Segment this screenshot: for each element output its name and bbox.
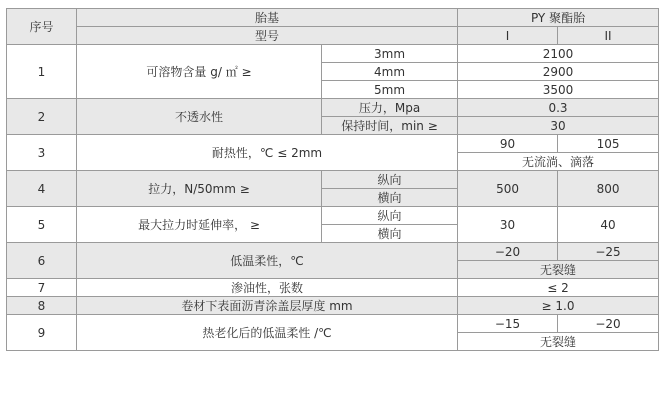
table-row [7, 279, 659, 297]
row-item: 低温柔性，℃ [77, 243, 458, 279]
row-item: 可溶物含量 g/ ㎡ ≥ [77, 45, 322, 99]
row-condition: 压力，Mpa [322, 99, 458, 117]
row-value-2: 800 [558, 171, 659, 207]
row-number: 9 [7, 315, 77, 351]
row-value-2: 40 [558, 207, 659, 243]
row-number: 2 [7, 99, 77, 135]
model-header: 型号 [77, 27, 458, 45]
row-value: ≤ 2 [458, 279, 659, 297]
row-value-1: 500 [458, 171, 558, 207]
row-note: 无裂缝 [458, 333, 659, 351]
row-value-1: −15 [458, 315, 558, 333]
row-value-1: 90 [458, 135, 558, 153]
row-number: 5 [7, 207, 77, 243]
table-row [7, 207, 659, 225]
table-row [7, 45, 659, 63]
base-header: 胎基 [77, 9, 458, 27]
seq-header: 序号 [7, 9, 77, 45]
row-condition: 横向 [322, 189, 458, 207]
row-item: 热老化后的低温柔性 /℃ [77, 315, 458, 351]
row-number: 8 [7, 297, 77, 315]
row-value: 3500 [458, 81, 659, 99]
table-row [7, 297, 659, 315]
spec-table [6, 8, 659, 351]
row-value-1: −20 [458, 243, 558, 261]
table-row [7, 171, 659, 189]
row-value-2: 105 [558, 135, 659, 153]
row-value: ≥ 1.0 [458, 297, 659, 315]
row-item: 拉力，N/50mm ≥ [77, 171, 322, 207]
row-note: 无裂缝 [458, 261, 659, 279]
row-condition: 5mm [322, 81, 458, 99]
model-1: I [458, 27, 558, 45]
row-number: 1 [7, 45, 77, 99]
table-row [7, 135, 659, 153]
row-value-2: −25 [558, 243, 659, 261]
row-number: 7 [7, 279, 77, 297]
row-item: 不透水性 [77, 99, 322, 135]
row-value: 30 [458, 117, 659, 135]
row-item: 最大拉力时延伸率， ≥ [77, 207, 322, 243]
model-row [7, 27, 659, 45]
row-condition: 3mm [322, 45, 458, 63]
row-note: 无流淌、滴落 [458, 153, 659, 171]
row-value: 2100 [458, 45, 659, 63]
base-value: PY 聚酯胎 [458, 9, 659, 27]
row-value-2: −20 [558, 315, 659, 333]
model-2: II [558, 27, 659, 45]
row-item: 渗油性，张数 [77, 279, 458, 297]
row-condition: 纵向 [322, 171, 458, 189]
row-condition: 纵向 [322, 207, 458, 225]
row-value-1: 30 [458, 207, 558, 243]
row-value: 2900 [458, 63, 659, 81]
row-item: 卷材下表面沥青涂盖层厚度 mm [77, 297, 458, 315]
row-item: 耐热性，℃ ≤ 2mm [77, 135, 458, 171]
row-value: 0.3 [458, 99, 659, 117]
table-row [7, 99, 659, 117]
row-condition: 横向 [322, 225, 458, 243]
row-number: 4 [7, 171, 77, 207]
row-condition: 保持时间，min ≥ [322, 117, 458, 135]
row-number: 3 [7, 135, 77, 171]
table-row [7, 243, 659, 261]
row-number: 6 [7, 243, 77, 279]
header-row [7, 9, 659, 27]
table-row [7, 315, 659, 333]
row-condition: 4mm [322, 63, 458, 81]
